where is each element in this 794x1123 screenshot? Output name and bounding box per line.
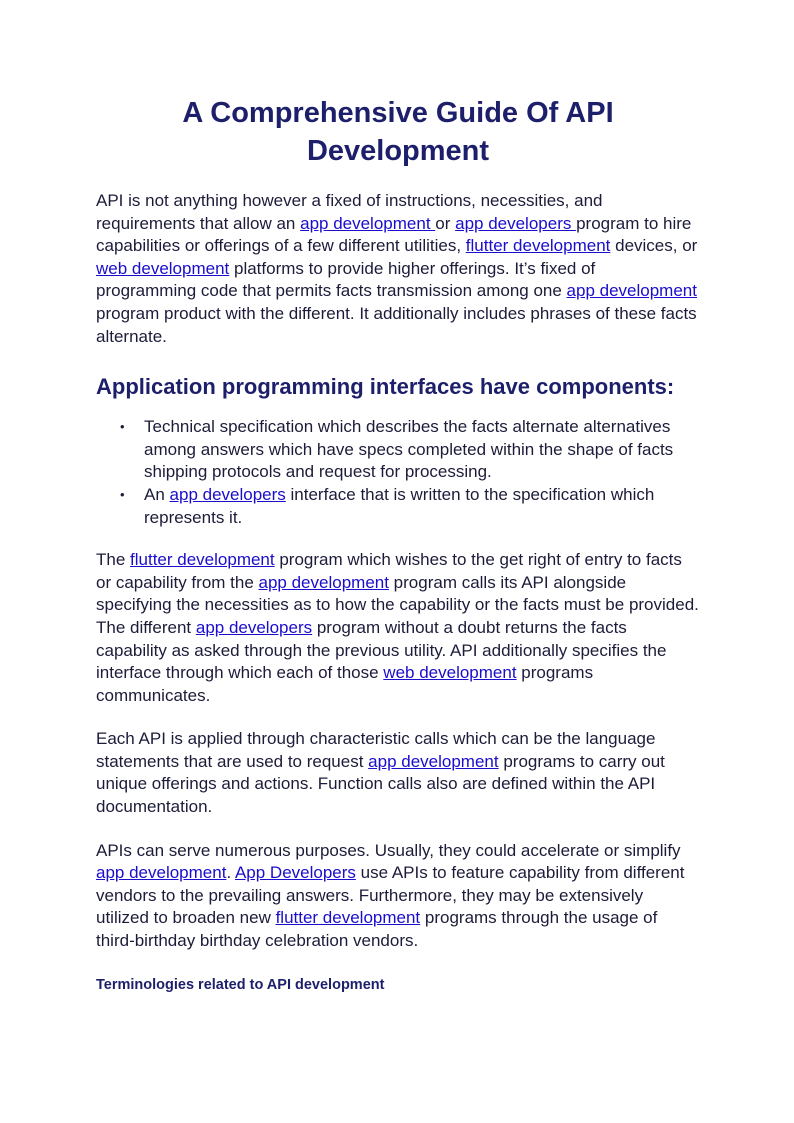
terminologies-heading: Terminologies related to API development [96,976,385,993]
para4-text-4: programs through the usage of third-birthday birthday celebration vendors. [96,908,658,951]
intro-text-6: program product with the different. It additionally includes phrases of these facts alternate. [96,303,697,346]
program-paragraph [96,549,700,707]
link-app-development-4[interactable]: app development [368,751,499,771]
intro-text-1: API is not anything however a fixed of instructions, necessities, and requirements that allow an [96,191,603,233]
link-flutter-development-2[interactable]: flutter development [130,550,275,570]
bullet-icon: • [120,419,125,435]
para3-text-2: programs to carry out unique offerings and actions. Function calls also are defined within the API documentation. [96,751,665,817]
para2-text-5: programs communicates. [96,663,594,705]
link-app-developers-2[interactable]: app developers [169,484,286,504]
para2-text-2: program which wishes to the get right of entry to facts or capability from the [96,550,682,592]
link-web-development-2[interactable]: web development [383,663,517,683]
para2-text-1: The [96,550,131,570]
components-list [96,416,700,529]
intro-text-3: program to hire capabilities or offerings of a few different utilities, [96,213,692,256]
intro-text-2: or [435,213,456,233]
bullet-icon: • [120,486,125,502]
link-app-development-5[interactable]: app development [96,863,227,883]
para4-text-2: . [226,863,235,883]
para4-text-1: APIs can serve numerous purposes. Usually, they could accelerate or simplify [96,840,681,860]
page-title: A Comprehensive Guide Of API Development [182,97,614,167]
para4-text-3: use APIs to feature capability from different vendors to the prevailing answers. Furthermore, they may be extensively utilized to broaden new [96,863,685,928]
list-item [120,484,700,529]
list-item-text: Technical specification which describes the facts alternate alternatives among answers which have specs completed within the shape of facts shipping protocols and request for processing. [144,417,674,482]
list-item-text-1: An [144,484,170,504]
intro-paragraph [96,190,700,348]
list-item [120,416,700,484]
document-page [96,94,700,995]
components-heading: Application programming interfaces have components: [96,374,675,400]
para3-text-1: Each API is applied through characteristic calls which can be the language statements that are used to request [96,729,656,771]
function-calls-paragraph [96,728,700,818]
purposes-paragraph [96,840,700,953]
link-app-development-2[interactable]: app development [566,281,697,301]
link-app-developers-3[interactable]: app developers [195,617,313,637]
link-flutter-development-3[interactable]: flutter development [275,908,421,928]
para2-text-3: program calls its API alongside specifying the necessities as to how the capability or the facts must be provided. The different [96,572,699,637]
link-app-developers-1[interactable]: app developers [455,213,577,233]
para2-text-4: program without a doubt returns the facts capability as asked through the previous utility. API additionally specifies the interface through which each of those [96,617,667,683]
intro-text-4: devices, or [610,236,698,256]
link-app-development-1[interactable]: app development [300,213,436,233]
link-flutter-development-1[interactable]: flutter development [465,236,611,256]
link-web-development-1[interactable]: web development [96,258,230,278]
list-item-text-2: interface that is written to the specification which represents it. [144,484,655,527]
link-app-development-3[interactable]: app development [258,572,389,592]
link-app-developers-4[interactable]: App Developers [234,863,356,883]
intro-text-5: platforms to provide higher offerings. It’s fixed of programming code that permits facts transmission among one [96,258,596,301]
